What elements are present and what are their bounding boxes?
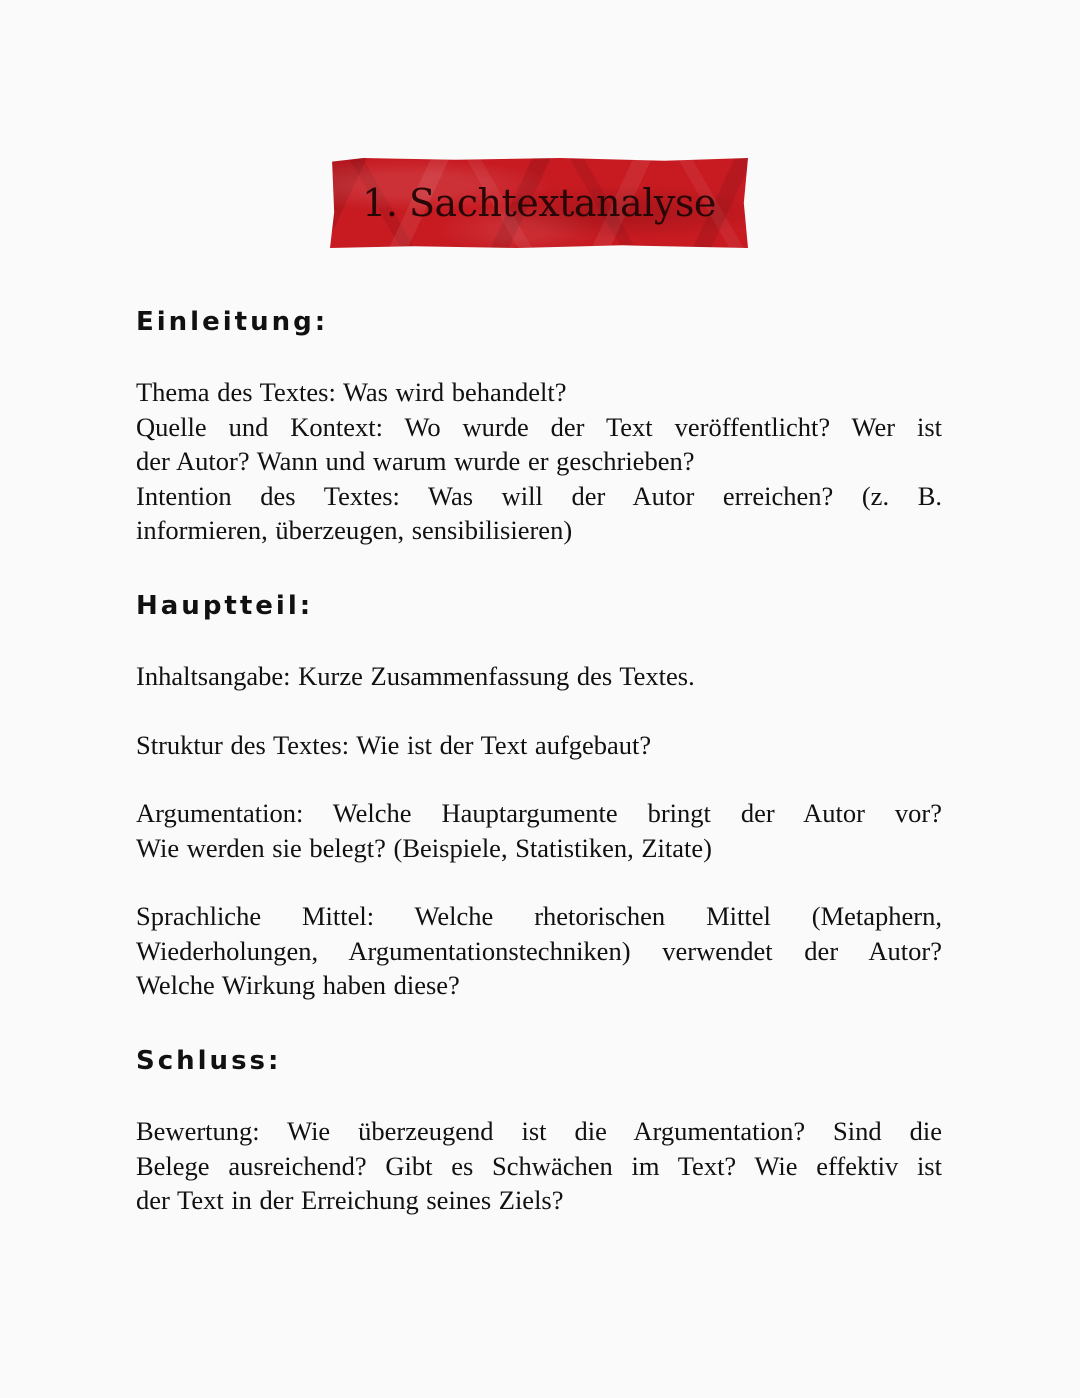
sprache-line: Sprachliche Mittel: Welche rhetorischen Mittel (Metaphern,: [136, 901, 942, 931]
schluss-paragraph: [136, 1114, 942, 1218]
schluss-line: Bewertung: Wie überzeugend ist die Argumentation? Sind die: [136, 1116, 942, 1146]
argumentation-line: Wie werden sie belegt? (Beispiele, Statistiken, Zitate): [136, 832, 712, 863]
hauptteil-argumentation: [136, 796, 942, 865]
inhalt-line: Inhaltsangabe: Kurze Zusammenfassung des Textes.: [136, 661, 695, 691]
argumentation-line: Argumentation: Welche Hauptargumente bringt der Autor vor?: [136, 798, 942, 828]
einleitung-line: der Autor? Wann und warum wurde er geschrieben?: [136, 446, 695, 476]
page-title: 1. Sachtextanalyse: [362, 181, 716, 225]
sprache-line: Wiederholungen, Argumentationstechniken) verwendet der Autor?: [136, 935, 942, 966]
heading-einleitung: Einleitung:: [136, 307, 329, 337]
sprache-line: Welche Wirkung haben diese?: [136, 970, 460, 1000]
struktur-line: Struktur des Textes: Wie ist der Text aufgebaut?: [136, 730, 652, 760]
hauptteil-inhalt: [136, 659, 942, 694]
einleitung-line: Quelle und Kontext: Wo wurde der Text veröffentlicht? Wer ist: [136, 411, 942, 442]
hauptteil-struktur: [136, 728, 942, 763]
einleitung-paragraph: [136, 375, 942, 548]
heading-schluss: Schluss:: [136, 1046, 282, 1076]
schluss-line: Belege ausreichend? Gibt es Schwächen im Text? Wie effektiv ist: [136, 1150, 942, 1181]
schluss-line: der Text in der Erreichung seines Ziels?: [136, 1185, 564, 1215]
heading-hauptteil: Hauptteil:: [136, 591, 314, 621]
einleitung-line: informieren, überzeugen, sensibilisieren): [136, 515, 573, 545]
einleitung-line: Intention des Textes: Was will der Autor erreichen? (z. B.: [136, 480, 942, 511]
einleitung-line: Thema des Textes: Was wird behandelt?: [136, 377, 567, 407]
hauptteil-sprache: [136, 899, 942, 1003]
